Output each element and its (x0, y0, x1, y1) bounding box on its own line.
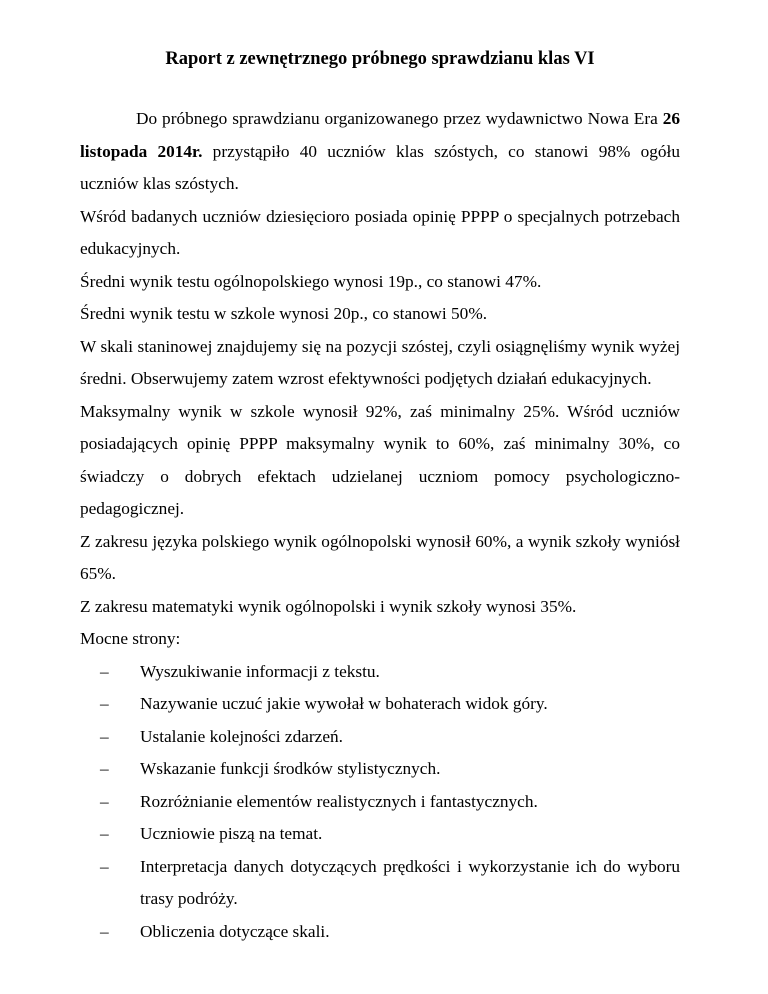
dash-bullet-icon: – (100, 856, 109, 876)
strengths-list (80, 656, 680, 949)
dash-bullet-icon: – (100, 661, 109, 681)
paragraph-polish: Z zakresu języka polskiego wynik ogólnopolski wynosił 60%, a wynik szkoły wyniósł 65%. (80, 531, 680, 583)
list-item-text: Uczniowie piszą na temat. (140, 824, 323, 843)
list-item-text: Ustalanie kolejności zdarzeń. (140, 726, 343, 746)
list-item (80, 753, 680, 786)
list-item (80, 851, 680, 916)
paragraph-special-needs: Wśród badanych uczniów dziesięcioro posiada opinię PPPP o specjalnych potrzebach edukacyjnych. (80, 206, 680, 258)
dash-bullet-icon: – (100, 759, 109, 778)
paragraph-school-average: Średni wynik testu w szkole wynosi 20p., co stanowi 50%. (80, 304, 488, 323)
list-item-text: Nazywanie uczuć jakie wywołał w bohaterach widok góry. (140, 694, 548, 713)
paragraph-math: Z zakresu matematyki wynik ogólnopolski i wynik szkoły wynosi 35%. (80, 596, 577, 616)
paragraph-stanine: W skali staninowej znajdujemy się na pozycji szóstej, czyli osiągnęliśmy wynik wyżej średni. Obserwujemy zatem wzrost efektywności podjętych działań edukacyjnych. (80, 336, 680, 388)
list-item-text: Wskazanie funkcji środków stylistycznych. (140, 759, 441, 778)
list-item-text: Obliczenia dotyczące skali. (140, 921, 330, 941)
list-item (80, 721, 680, 754)
list-item (80, 688, 680, 721)
dash-bullet-icon: – (100, 726, 109, 746)
intro-paragraph (80, 103, 680, 201)
list-item (80, 818, 680, 851)
list-item (80, 786, 680, 819)
intro-date: 26 listopada 2014r. (80, 109, 680, 161)
list-item (80, 916, 680, 949)
intro-text-after: przystąpiło 40 uczniów klas szóstych, co stanowi 98% ogółu uczniów klas szóstych. (80, 141, 680, 193)
paragraph-national-average: Średni wynik testu ogólnopolskiego wynosi 19p., co stanowi 47%. (80, 271, 542, 291)
dash-bullet-icon: – (100, 824, 109, 843)
strengths-heading: Mocne strony: (80, 629, 181, 648)
dash-bullet-icon: – (100, 694, 109, 713)
paragraph-max-min: Maksymalny wynik w szkole wynosił 92%, zaś minimalny 25%. Wśród uczniów posiadających opinię PPPP maksymalny wynik to 60%, zaś minimalny 30%, co świadczy o dobrych efektach udzielanej uczniom pomocy psychologiczno-pedagogicznej. (80, 401, 680, 518)
list-item-text: Rozróżnianie elementów realistycznych i fantastycznych. (140, 791, 538, 811)
list-item-text: Interpretacja danych dotyczących prędkości i wykorzystanie ich do wyboru trasy podróży. (140, 856, 680, 908)
list-item (80, 656, 680, 689)
document-title: Raport z zewnętrznego próbnego sprawdzianu klas VI (165, 49, 595, 69)
dash-bullet-icon: – (100, 921, 109, 941)
intro-text-before: Do próbnego sprawdzianu organizowanego przez wydawnictwo Nowa Era (136, 109, 663, 128)
list-item-text: Wyszukiwanie informacji z tekstu. (140, 661, 380, 681)
dash-bullet-icon: – (100, 791, 109, 811)
